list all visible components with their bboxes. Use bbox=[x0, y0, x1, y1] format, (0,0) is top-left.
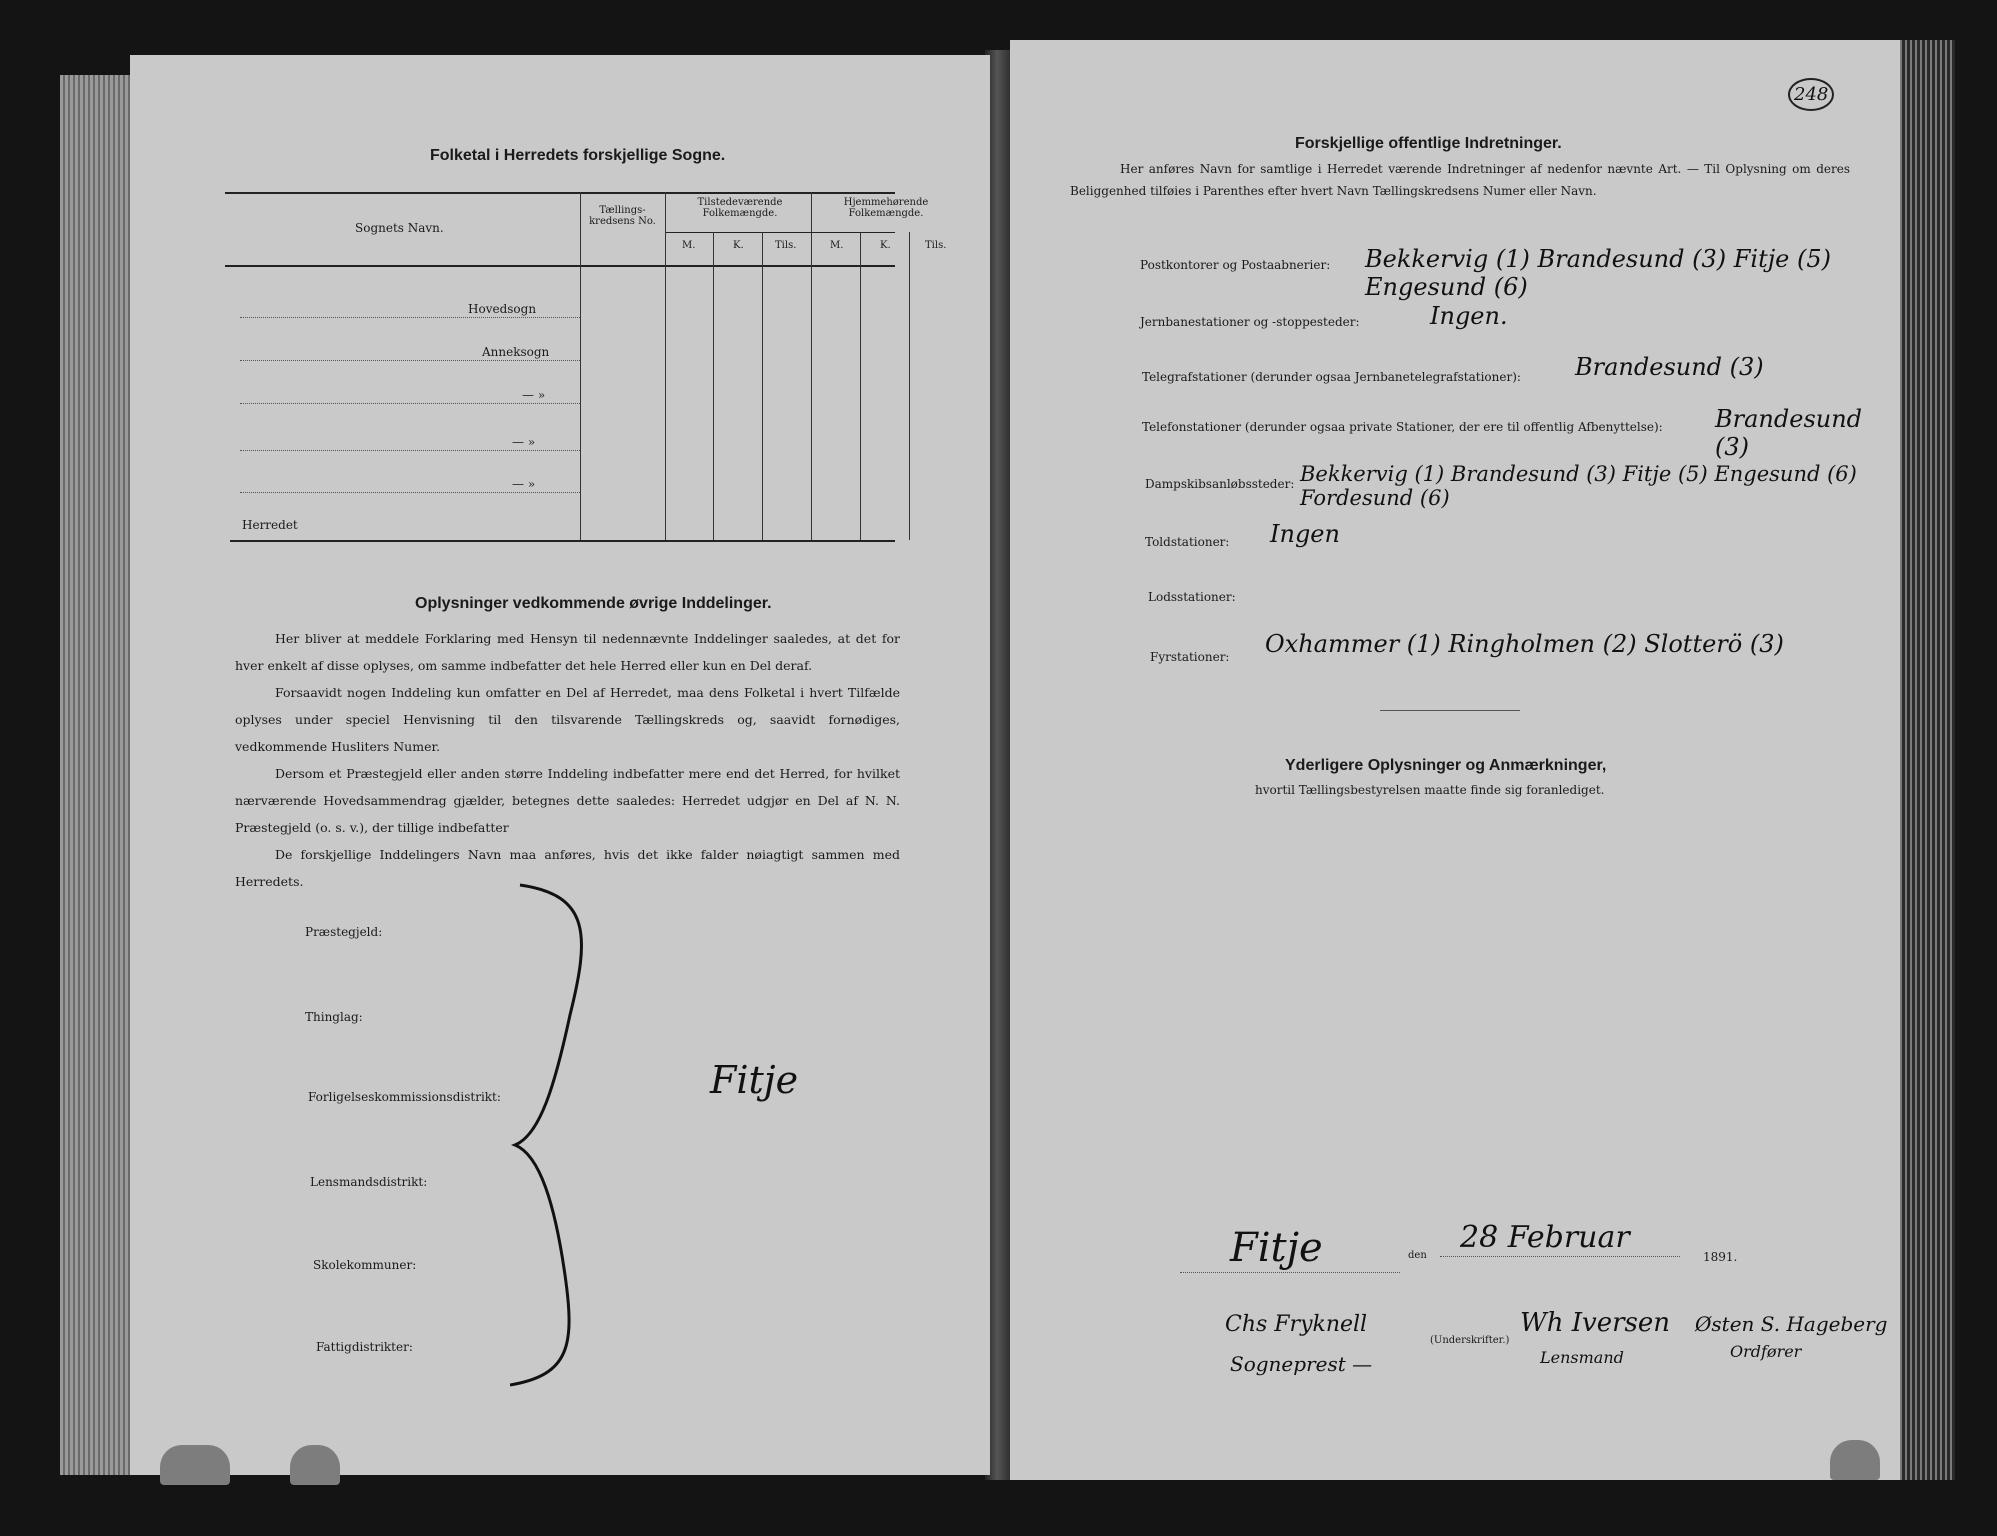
table-col-line bbox=[860, 232, 861, 540]
col-header-hjemme: Hjemmehørende Folkemængde. bbox=[843, 197, 929, 219]
page-number-handwritten: 248 bbox=[1788, 78, 1834, 111]
value-toldstationer: Ingen bbox=[1270, 520, 1340, 548]
paragraph-2: Forsaavidt nogen Inddeling kun omfatter en Del af Herredet, maa dens Folketal i hvert Tilfælde oplyses under speciel Henvisning til den tilsvarende Tællingskreds og, saavidt fornødiges, vedkommende Husliters Numer. bbox=[235, 685, 900, 754]
table-bottom-rule bbox=[230, 540, 895, 542]
table-row-rule bbox=[240, 450, 580, 451]
population-table-title: Folketal i Herredets forskjellige Sogne. bbox=[430, 147, 726, 164]
label-fyrstationer: Fyrstationer: bbox=[1150, 650, 1230, 664]
row-dash: — » bbox=[522, 388, 546, 402]
remarks-title: Yderligere Oplysninger og Anmærkninger, bbox=[1285, 757, 1607, 774]
signature-1-title: Sogneprest — bbox=[1230, 1352, 1373, 1376]
row-anneksogn: Anneksogn bbox=[482, 345, 550, 359]
paragraph-4: De forskjellige Inddelingers Navn maa anføres, hvis det ikke falder nøiagtigt sammen med Herredets. bbox=[235, 847, 900, 889]
book-clip bbox=[290, 1445, 340, 1485]
book-clip bbox=[1830, 1440, 1880, 1480]
paragraph-3: Dersom et Præstegjeld eller anden større Inddeling indbefatter mere end det Herred, for hvilket nærværende Hovedsammendrag gjælder, betegnes dette saaledes: Herredet udgjør en Del af N. N. Præstegjeld (o. s. v.), der tillige indbefatter bbox=[235, 766, 900, 835]
left-page bbox=[130, 55, 990, 1475]
col-header-name: Sognets Navn. bbox=[355, 221, 444, 235]
right-page bbox=[1010, 40, 1900, 1480]
value-postkontorer: Bekkervig (1) Brandesund (3) Fitje (5) Engesund (6) bbox=[1365, 245, 1831, 301]
table-col-line bbox=[580, 192, 581, 540]
row-herredet: Herredet bbox=[242, 518, 298, 532]
label-jernbanestationer: Jernbanestationer og -stoppesteder: bbox=[1140, 315, 1360, 329]
institutions-title: Forskjellige offentlige Indretninger. bbox=[1295, 135, 1562, 152]
label-toldstationer: Toldstationer: bbox=[1145, 535, 1230, 549]
label-fattigdistrikter: Fattigdistrikter: bbox=[316, 1340, 413, 1354]
label-postkontorer: Postkontorer og Postaabnerier: bbox=[1140, 258, 1331, 272]
label-forligelseskommission: Forligelseskommissionsdistrikt: bbox=[308, 1090, 501, 1104]
table-col-line bbox=[811, 192, 812, 540]
table-col-line bbox=[909, 232, 910, 540]
signature-1: Chs Fryknell bbox=[1225, 1312, 1368, 1337]
place-handwritten: Fitje bbox=[1230, 1225, 1323, 1271]
table-top-rule bbox=[225, 192, 895, 194]
table-row-rule bbox=[240, 403, 580, 404]
label-telefonstationer: Telefonstationer (derunder ogsaa private Stationer, der ere til offentlig Afbenyttelse): bbox=[1142, 420, 1663, 434]
subdivisions-title: Oplysninger vedkommende øvrige Inddelinger. bbox=[415, 595, 772, 612]
brace-value-handwritten: Fitje bbox=[710, 1058, 799, 1102]
sub-header-k: K. bbox=[880, 240, 891, 251]
remarks-subtitle: hvortil Tællingsbestyrelsen maatte finde sig foranlediget. bbox=[1255, 783, 1605, 797]
den-label: den bbox=[1408, 1250, 1427, 1261]
table-row-rule bbox=[240, 492, 580, 493]
signature-3-title: Ordfører bbox=[1730, 1342, 1802, 1361]
book-page-edges-right bbox=[1895, 40, 1955, 1480]
table-col-line bbox=[713, 232, 714, 540]
label-skolekommuner: Skolekommuner: bbox=[313, 1258, 417, 1272]
col-header-tilstede: Tilstedeværende Folkemængde. bbox=[697, 197, 783, 219]
table-col-line bbox=[762, 232, 763, 540]
signature-2: Wh Iversen bbox=[1520, 1308, 1670, 1338]
label-thinglag: Thinglag: bbox=[305, 1010, 363, 1024]
row-hovedsogn: Hovedsogn bbox=[468, 302, 537, 316]
date-line bbox=[1440, 1256, 1680, 1257]
place-line bbox=[1180, 1272, 1400, 1273]
year-label: 1891. bbox=[1703, 1250, 1738, 1264]
institutions-intro: Her anføres Navn for samtlige i Herredet værende Indretninger af nedenfor nævnte Art. — Til Oplysning om deres Beliggenhed tilføies i Parenthes efter hvert Navn Tællingskredsens Numer eller Navn. bbox=[1070, 162, 1850, 198]
label-dampskibsanlobssteder: Dampskibsanløbssteder: bbox=[1145, 477, 1295, 491]
paragraph-1: Her bliver at meddele Forklaring med Hensyn til nedennævnte Inddelinger saaledes, at det for hver enkelt af disse oplyses, om samme indbefatter det hele Herred eller kun en Del deraf. bbox=[235, 631, 900, 673]
sub-header-tils: Tils. bbox=[775, 240, 797, 251]
sub-header-tils: Tils. bbox=[925, 240, 947, 251]
label-prestegjeld: Præstegjeld: bbox=[305, 925, 383, 939]
sub-header-k: K. bbox=[733, 240, 744, 251]
row-dash: — » bbox=[512, 477, 536, 491]
label-lensmandsdistrikt: Lensmandsdistrikt: bbox=[310, 1175, 428, 1189]
value-fyrstationer: Oxhammer (1) Ringholmen (2) Slotterö (3) bbox=[1265, 630, 1784, 658]
value-jernbanestationer: Ingen. bbox=[1430, 302, 1508, 330]
label-telegrafstationer: Telegrafstationer (derunder ogsaa Jernbanetelegrafstationer): bbox=[1142, 370, 1521, 384]
signature-3: Østen S. Hageberg bbox=[1695, 1312, 1888, 1336]
table-row-rule bbox=[240, 360, 580, 361]
curly-brace bbox=[510, 875, 630, 1395]
table-row-rule bbox=[240, 317, 580, 318]
value-telefonstationer: Brandesund (3) bbox=[1715, 405, 1863, 461]
row-dash: — » bbox=[512, 435, 536, 449]
table-col-line bbox=[665, 192, 666, 540]
sub-header-m: M. bbox=[830, 240, 844, 251]
table-header-rule bbox=[225, 265, 895, 267]
col-header-kreds: Tællings-kredsens No. bbox=[589, 205, 656, 227]
sub-header-m: M. bbox=[682, 240, 696, 251]
signatures-label: (Underskrifter.) bbox=[1430, 1335, 1510, 1346]
section-divider bbox=[1380, 710, 1520, 711]
signature-2-title: Lensmand bbox=[1540, 1348, 1624, 1367]
date-handwritten: 28 Februar bbox=[1460, 1220, 1630, 1255]
label-lodsstationer: Lodsstationer: bbox=[1148, 590, 1236, 604]
value-dampskibsanlobssteder: Bekkervig (1) Brandesund (3) Fitje (5) Engesund (6) Fordesund (6) bbox=[1300, 462, 1857, 510]
value-telegrafstationer: Brandesund (3) bbox=[1575, 353, 1764, 381]
book-clip bbox=[160, 1445, 230, 1485]
book-page-edges-left bbox=[60, 75, 135, 1475]
